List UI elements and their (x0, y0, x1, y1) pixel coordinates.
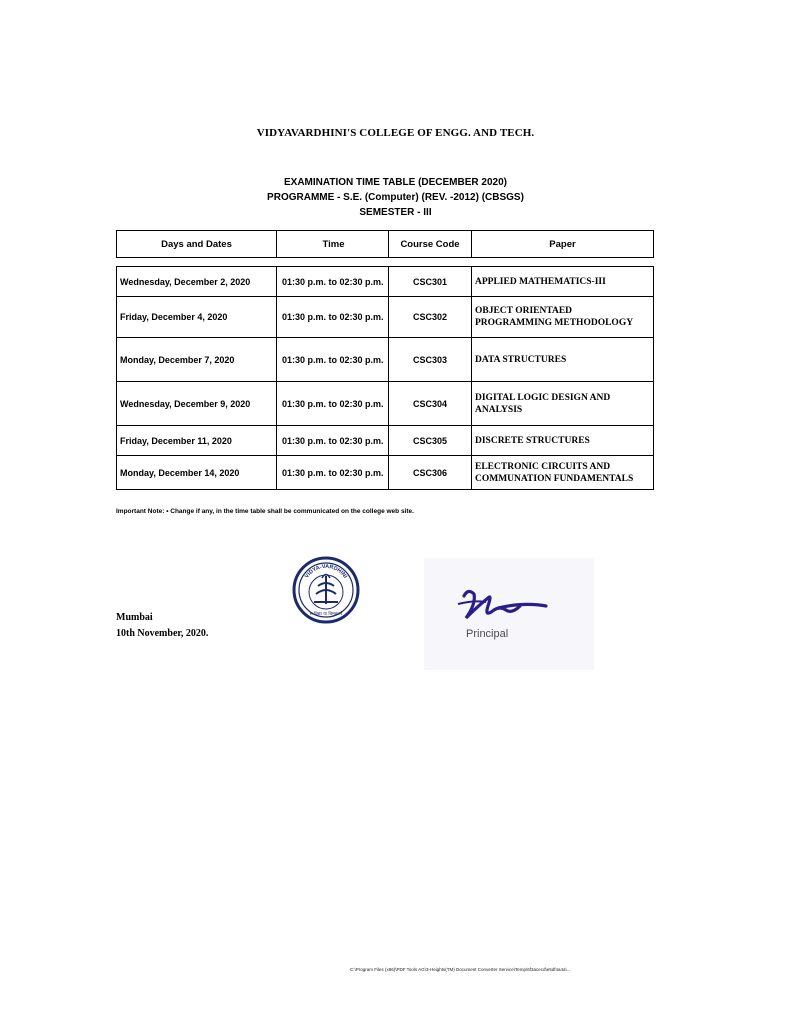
paper-line-1: DATA STRUCTURES (475, 354, 567, 365)
course-code: CSC306 (389, 456, 472, 490)
course-code: CSC301 (389, 267, 472, 297)
paper-line-1: OBJECT ORIENTAED (475, 306, 573, 316)
svg-text:VIDYA-VARDHINI: VIDYA-VARDHINI (303, 563, 349, 580)
exam-time: 01:30 p.m. to 02:30 p.m. (277, 297, 389, 338)
header-time: Time (277, 231, 389, 258)
paper-name (472, 456, 654, 490)
paper-name (472, 382, 654, 426)
exam-title: EXAMINATION TIME TABLE (DECEMBER 2020) (284, 177, 507, 188)
svg-text:स विद्या या विमुक्तये: स विद्या या विमुक्तये (309, 612, 343, 617)
exam-date: Friday, December 4, 2020 (117, 297, 277, 338)
timetable-header (116, 230, 654, 258)
paper-name (472, 297, 654, 338)
course-code: CSC304 (389, 382, 472, 426)
signature-icon (454, 584, 554, 628)
table-row (117, 456, 654, 490)
important-note: Important Note: • Change if any, in the time table shall be communicated on the college web site. (116, 508, 414, 515)
paper-line-1: DIGITAL LOGIC DESIGN AND (475, 392, 611, 403)
exam-date: Monday, December 14, 2020 (117, 456, 277, 490)
footer-path: C:\Program Files (x86)\PDF Tools AG\3-Heights(TM) Document Converter Service\Temp\6f3acecd\e5df4a4a\... (350, 967, 571, 972)
paper-name (472, 426, 654, 456)
college-seal-icon (292, 556, 360, 624)
paper-line-2: PROGRAMMING METHODOLOGY (475, 318, 634, 328)
exam-date: Wednesday, December 2, 2020 (117, 267, 277, 297)
paper-line-1: ELECTRONIC CIRCUITS AND (475, 461, 611, 472)
exam-time: 01:30 p.m. to 02:30 p.m. (277, 267, 389, 297)
issue-date: 10th November, 2020. (116, 628, 209, 639)
paper-line-2: ANALYSIS (475, 404, 523, 415)
table-row (117, 338, 654, 382)
course-code: CSC302 (389, 297, 472, 338)
exam-time: 01:30 p.m. to 02:30 p.m. (277, 426, 389, 456)
exam-date: Monday, December 7, 2020 (117, 338, 277, 382)
exam-date: Friday, December 11, 2020 (117, 426, 277, 456)
principal-label: Principal (466, 628, 509, 640)
semester-title: SEMESTER - III (359, 207, 432, 218)
table-row (117, 382, 654, 426)
header-days: Days and Dates (117, 231, 277, 258)
table-row (117, 426, 654, 456)
paper-line-2: COMMUNATION FUNDAMENTALS (475, 473, 634, 484)
place: Mumbai (116, 612, 153, 623)
course-code: CSC303 (389, 338, 472, 382)
programme-title: PROGRAMME - S.E. (Computer) (REV. -2012) (CBSGS) (267, 192, 524, 203)
paper-line-1: APPLIED MATHEMATICS-III (475, 276, 606, 287)
header-code: Course Code (389, 231, 472, 258)
college-name: VIDYAVARDHINI'S COLLEGE OF ENGG. AND TECH. (256, 127, 535, 139)
exam-time: 01:30 p.m. to 02:30 p.m. (277, 382, 389, 426)
exam-time: 01:30 p.m. to 02:30 p.m. (277, 456, 389, 490)
table-row (117, 267, 654, 297)
paper-name (472, 267, 654, 297)
course-code: CSC305 (389, 426, 472, 456)
exam-date: Wednesday, December 9, 2020 (117, 382, 277, 426)
header-paper: Paper (472, 231, 654, 258)
exam-time: 01:30 p.m. to 02:30 p.m. (277, 338, 389, 382)
table-row (117, 297, 654, 338)
timetable (116, 266, 654, 490)
place-date (116, 610, 208, 642)
paper-line-1: DISCRETE STRUCTURES (475, 435, 590, 446)
paper-name (472, 338, 654, 382)
